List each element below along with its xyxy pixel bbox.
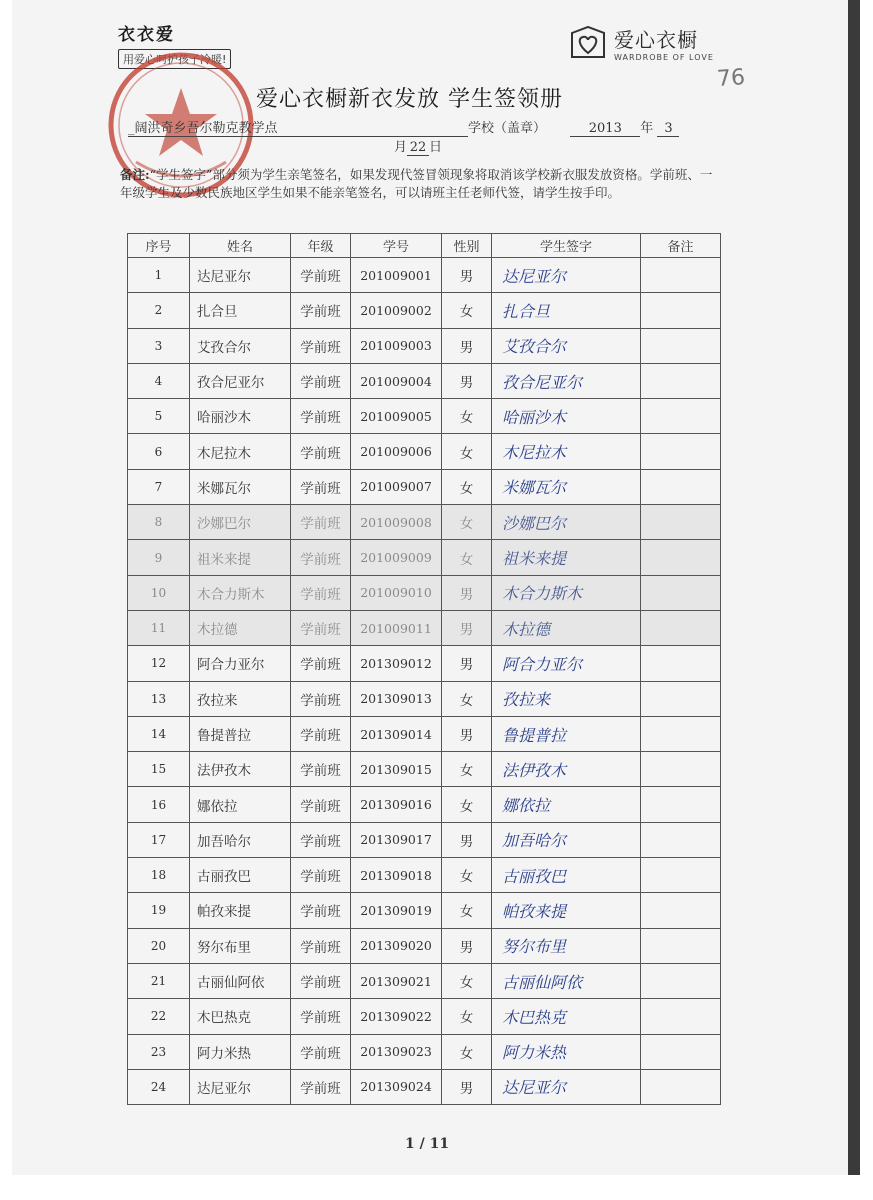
cell-remark xyxy=(641,540,721,575)
cell-grade: 学前班 xyxy=(291,646,351,681)
cell-gender: 男 xyxy=(442,328,492,363)
cell-no: 2 xyxy=(128,293,190,328)
year-label: 年 xyxy=(640,121,654,136)
scan-bottom-margin xyxy=(0,1175,873,1200)
table-row xyxy=(128,681,721,716)
cell-no: 8 xyxy=(128,505,190,540)
cell-name: 艾孜合尔 xyxy=(190,328,291,363)
header-line-2 xyxy=(394,136,442,156)
cell-no: 13 xyxy=(128,681,190,716)
cell-grade: 学前班 xyxy=(291,787,351,822)
cell-remark xyxy=(641,434,721,469)
cell-grade: 学前班 xyxy=(291,575,351,610)
cell-name: 木合力斯木 xyxy=(190,575,291,610)
cell-remark xyxy=(641,1069,721,1104)
cell-name: 木拉德 xyxy=(190,610,291,645)
cell-remark xyxy=(641,328,721,363)
cell-remark xyxy=(641,363,721,398)
table-row xyxy=(128,434,721,469)
brand-left-logo: 衣衣爱 xyxy=(118,25,175,45)
cell-signature: 娜依拉 xyxy=(492,787,641,822)
brand-left-slogan: 用爱心呵护孩子冷暖! xyxy=(118,49,231,69)
cell-id: 201309019 xyxy=(351,893,442,928)
cell-grade: 学前班 xyxy=(291,363,351,398)
cell-signature: 艾孜合尔 xyxy=(492,328,641,363)
col-header-id: 学号 xyxy=(351,234,442,258)
brand-right xyxy=(568,24,714,62)
brand-right-name-en: WARDROBE OF LOVE xyxy=(614,53,714,62)
table-row xyxy=(128,928,721,963)
cell-id: 201309023 xyxy=(351,1034,442,1069)
cell-remark xyxy=(641,1034,721,1069)
note-text: “学生签字”部分须为学生亲笔签名，如果发现代签冒领现象将取消该学校新衣服发放资格。学前班、一年级学生及少数民族地区学生如果不能亲笔签名，可以请班主任老师代签，请学生按手印。 xyxy=(120,167,713,200)
cell-gender: 女 xyxy=(442,999,492,1034)
cell-signature: 帕孜来提 xyxy=(492,893,641,928)
cell-id: 201009009 xyxy=(351,540,442,575)
cell-gender: 男 xyxy=(442,716,492,751)
cell-gender: 男 xyxy=(442,928,492,963)
cell-grade: 学前班 xyxy=(291,928,351,963)
cell-remark xyxy=(641,610,721,645)
cell-id: 201309013 xyxy=(351,681,442,716)
cell-name: 扎合旦 xyxy=(190,293,291,328)
cell-no: 24 xyxy=(128,1069,190,1104)
cell-signature: 加吾哈尔 xyxy=(492,822,641,857)
cell-grade: 学前班 xyxy=(291,540,351,575)
cell-name: 木巴热克 xyxy=(190,999,291,1034)
cell-no: 15 xyxy=(128,752,190,787)
cell-name: 法伊孜木 xyxy=(190,752,291,787)
day-value: 22 xyxy=(407,140,429,156)
cell-grade: 学前班 xyxy=(291,434,351,469)
cell-no: 12 xyxy=(128,646,190,681)
cell-no: 23 xyxy=(128,1034,190,1069)
page-title: 爱心衣橱新衣发放 学生签领册 xyxy=(256,87,563,112)
table-row xyxy=(128,787,721,822)
cell-id: 201009001 xyxy=(351,258,442,293)
cell-remark xyxy=(641,752,721,787)
cell-remark xyxy=(641,646,721,681)
cell-gender: 女 xyxy=(442,293,492,328)
cell-name: 古丽仙阿依 xyxy=(190,963,291,998)
cell-gender: 男 xyxy=(442,575,492,610)
table-row xyxy=(128,858,721,893)
cell-name: 孜拉来 xyxy=(190,681,291,716)
col-header-no: 序号 xyxy=(128,234,190,258)
cell-id: 201009005 xyxy=(351,399,442,434)
table-row xyxy=(128,716,721,751)
cell-signature: 哈丽沙木 xyxy=(492,399,641,434)
cell-name: 古丽孜巴 xyxy=(190,858,291,893)
cell-no: 6 xyxy=(128,434,190,469)
cell-no: 20 xyxy=(128,928,190,963)
cell-signature: 米娜瓦尔 xyxy=(492,469,641,504)
cell-id: 201309022 xyxy=(351,999,442,1034)
cell-name: 沙娜巴尔 xyxy=(190,505,291,540)
cell-id: 201309021 xyxy=(351,963,442,998)
cell-grade: 学前班 xyxy=(291,716,351,751)
cell-no: 7 xyxy=(128,469,190,504)
col-header-grade: 年级 xyxy=(291,234,351,258)
cell-no: 5 xyxy=(128,399,190,434)
cell-grade: 学前班 xyxy=(291,893,351,928)
cell-signature: 阿合力亚尔 xyxy=(492,646,641,681)
cell-gender: 女 xyxy=(442,540,492,575)
cell-gender: 女 xyxy=(442,752,492,787)
col-header-signature: 学生签字 xyxy=(492,234,641,258)
cell-remark xyxy=(641,716,721,751)
cell-id: 201309014 xyxy=(351,716,442,751)
school-location: _阔洪奇乡吾尔勒克教学点 xyxy=(128,117,468,137)
col-header-remark: 备注 xyxy=(641,234,721,258)
year-value: 2013 xyxy=(570,121,640,137)
cell-gender: 女 xyxy=(442,399,492,434)
table-row xyxy=(128,999,721,1034)
cell-grade: 学前班 xyxy=(291,999,351,1034)
cell-no: 10 xyxy=(128,575,190,610)
cell-id: 201309015 xyxy=(351,752,442,787)
cell-id: 201309017 xyxy=(351,822,442,857)
cell-gender: 女 xyxy=(442,1034,492,1069)
cell-id: 201009003 xyxy=(351,328,442,363)
cell-signature: 木拉德 xyxy=(492,610,641,645)
cell-name: 加吾哈尔 xyxy=(190,822,291,857)
month-value: 3 xyxy=(657,121,679,137)
cell-no: 16 xyxy=(128,787,190,822)
cell-gender: 男 xyxy=(442,822,492,857)
cell-gender: 女 xyxy=(442,858,492,893)
cell-signature: 达尼亚尔 xyxy=(492,1069,641,1104)
cell-gender: 女 xyxy=(442,469,492,504)
cell-grade: 学前班 xyxy=(291,1034,351,1069)
cell-remark xyxy=(641,963,721,998)
cell-signature: 木尼拉木 xyxy=(492,434,641,469)
note xyxy=(120,166,720,202)
scan-edge xyxy=(848,0,860,1175)
wardrobe-heart-icon xyxy=(568,25,608,61)
roster-table xyxy=(127,233,721,1105)
cell-name: 娜依拉 xyxy=(190,787,291,822)
cell-remark xyxy=(641,928,721,963)
cell-remark xyxy=(641,293,721,328)
cell-name: 阿合力亚尔 xyxy=(190,646,291,681)
cell-gender: 女 xyxy=(442,505,492,540)
cell-signature: 阿力米热 xyxy=(492,1034,641,1069)
table-row xyxy=(128,822,721,857)
cell-signature: 扎合旦 xyxy=(492,293,641,328)
table-row xyxy=(128,293,721,328)
cell-gender: 男 xyxy=(442,258,492,293)
page-number: 1 / 11 xyxy=(405,1136,450,1152)
cell-grade: 学前班 xyxy=(291,293,351,328)
table-row xyxy=(128,505,721,540)
cell-grade: 学前班 xyxy=(291,1069,351,1104)
cell-grade: 学前班 xyxy=(291,681,351,716)
cell-signature: 祖米来提 xyxy=(492,540,641,575)
cell-signature: 达尼亚尔 xyxy=(492,258,641,293)
cell-name: 米娜瓦尔 xyxy=(190,469,291,504)
cell-grade: 学前班 xyxy=(291,858,351,893)
table-row xyxy=(128,399,721,434)
month-label: 月 xyxy=(394,140,408,155)
cell-grade: 学前班 xyxy=(291,328,351,363)
table-row xyxy=(128,610,721,645)
cell-remark xyxy=(641,469,721,504)
day-label: 日 xyxy=(429,140,443,155)
cell-signature: 孜合尼亚尔 xyxy=(492,363,641,398)
table-row xyxy=(128,258,721,293)
note-label: 备注: xyxy=(120,167,150,182)
cell-remark xyxy=(641,258,721,293)
cell-name: 达尼亚尔 xyxy=(190,258,291,293)
roster-body xyxy=(128,258,721,1105)
cell-id: 201009008 xyxy=(351,505,442,540)
cell-no: 9 xyxy=(128,540,190,575)
cell-no: 14 xyxy=(128,716,190,751)
cell-signature: 沙娜巴尔 xyxy=(492,505,641,540)
cell-id: 201309024 xyxy=(351,1069,442,1104)
cell-grade: 学前班 xyxy=(291,469,351,504)
cell-name: 达尼亚尔 xyxy=(190,1069,291,1104)
cell-remark xyxy=(641,575,721,610)
cell-remark xyxy=(641,787,721,822)
table-row xyxy=(128,469,721,504)
cell-id: 201009006 xyxy=(351,434,442,469)
cell-grade: 学前班 xyxy=(291,399,351,434)
cell-id: 201309020 xyxy=(351,928,442,963)
header-line xyxy=(128,117,679,137)
cell-name: 鲁提普拉 xyxy=(190,716,291,751)
cell-signature: 努尔布里 xyxy=(492,928,641,963)
cell-grade: 学前班 xyxy=(291,258,351,293)
cell-id: 201009007 xyxy=(351,469,442,504)
col-header-name: 姓名 xyxy=(190,234,291,258)
cell-id: 201009002 xyxy=(351,293,442,328)
table-row xyxy=(128,328,721,363)
cell-remark xyxy=(641,505,721,540)
cell-remark xyxy=(641,399,721,434)
cell-no: 19 xyxy=(128,893,190,928)
cell-name: 阿力米热 xyxy=(190,1034,291,1069)
table-row xyxy=(128,363,721,398)
cell-name: 木尼拉木 xyxy=(190,434,291,469)
table-row xyxy=(128,575,721,610)
cell-gender: 女 xyxy=(442,681,492,716)
cell-remark xyxy=(641,893,721,928)
cell-id: 201309016 xyxy=(351,787,442,822)
cell-gender: 男 xyxy=(442,1069,492,1104)
handwritten-page-number: 76 xyxy=(716,65,746,92)
cell-no: 22 xyxy=(128,999,190,1034)
cell-remark xyxy=(641,822,721,857)
cell-no: 1 xyxy=(128,258,190,293)
cell-signature: 木合力斯木 xyxy=(492,575,641,610)
cell-gender: 女 xyxy=(442,963,492,998)
cell-remark xyxy=(641,858,721,893)
cell-remark xyxy=(641,681,721,716)
cell-grade: 学前班 xyxy=(291,752,351,787)
table-row xyxy=(128,1069,721,1104)
cell-no: 18 xyxy=(128,858,190,893)
cell-no: 3 xyxy=(128,328,190,363)
cell-id: 201309012 xyxy=(351,646,442,681)
cell-name: 哈丽沙木 xyxy=(190,399,291,434)
table-row xyxy=(128,540,721,575)
cell-id: 201009011 xyxy=(351,610,442,645)
cell-no: 4 xyxy=(128,363,190,398)
cell-gender: 男 xyxy=(442,610,492,645)
cell-signature: 鲁提普拉 xyxy=(492,716,641,751)
cell-signature: 古丽孜巴 xyxy=(492,858,641,893)
table-header-row xyxy=(128,234,721,258)
cell-id: 201309018 xyxy=(351,858,442,893)
cell-grade: 学前班 xyxy=(291,822,351,857)
cell-name: 努尔布里 xyxy=(190,928,291,963)
school-label: 学校（盖章） xyxy=(468,121,547,136)
cell-gender: 男 xyxy=(442,363,492,398)
cell-gender: 男 xyxy=(442,646,492,681)
table-row xyxy=(128,1034,721,1069)
cell-signature: 法伊孜木 xyxy=(492,752,641,787)
table-row xyxy=(128,752,721,787)
table-row xyxy=(128,893,721,928)
cell-id: 201009010 xyxy=(351,575,442,610)
cell-signature: 古丽仙阿依 xyxy=(492,963,641,998)
cell-signature: 孜拉来 xyxy=(492,681,641,716)
cell-grade: 学前班 xyxy=(291,610,351,645)
cell-no: 11 xyxy=(128,610,190,645)
table-row xyxy=(128,963,721,998)
cell-grade: 学前班 xyxy=(291,505,351,540)
cell-no: 21 xyxy=(128,963,190,998)
brand-right-name: 爱心衣橱 xyxy=(614,28,698,52)
cell-remark xyxy=(641,999,721,1034)
cell-signature: 木巴热克 xyxy=(492,999,641,1034)
cell-name: 祖米来提 xyxy=(190,540,291,575)
cell-name: 帕孜来提 xyxy=(190,893,291,928)
cell-gender: 女 xyxy=(442,434,492,469)
cell-id: 201009004 xyxy=(351,363,442,398)
cell-no: 17 xyxy=(128,822,190,857)
cell-gender: 女 xyxy=(442,893,492,928)
cell-gender: 女 xyxy=(442,787,492,822)
cell-name: 孜合尼亚尔 xyxy=(190,363,291,398)
table-row xyxy=(128,646,721,681)
cell-grade: 学前班 xyxy=(291,963,351,998)
col-header-gender: 性别 xyxy=(442,234,492,258)
